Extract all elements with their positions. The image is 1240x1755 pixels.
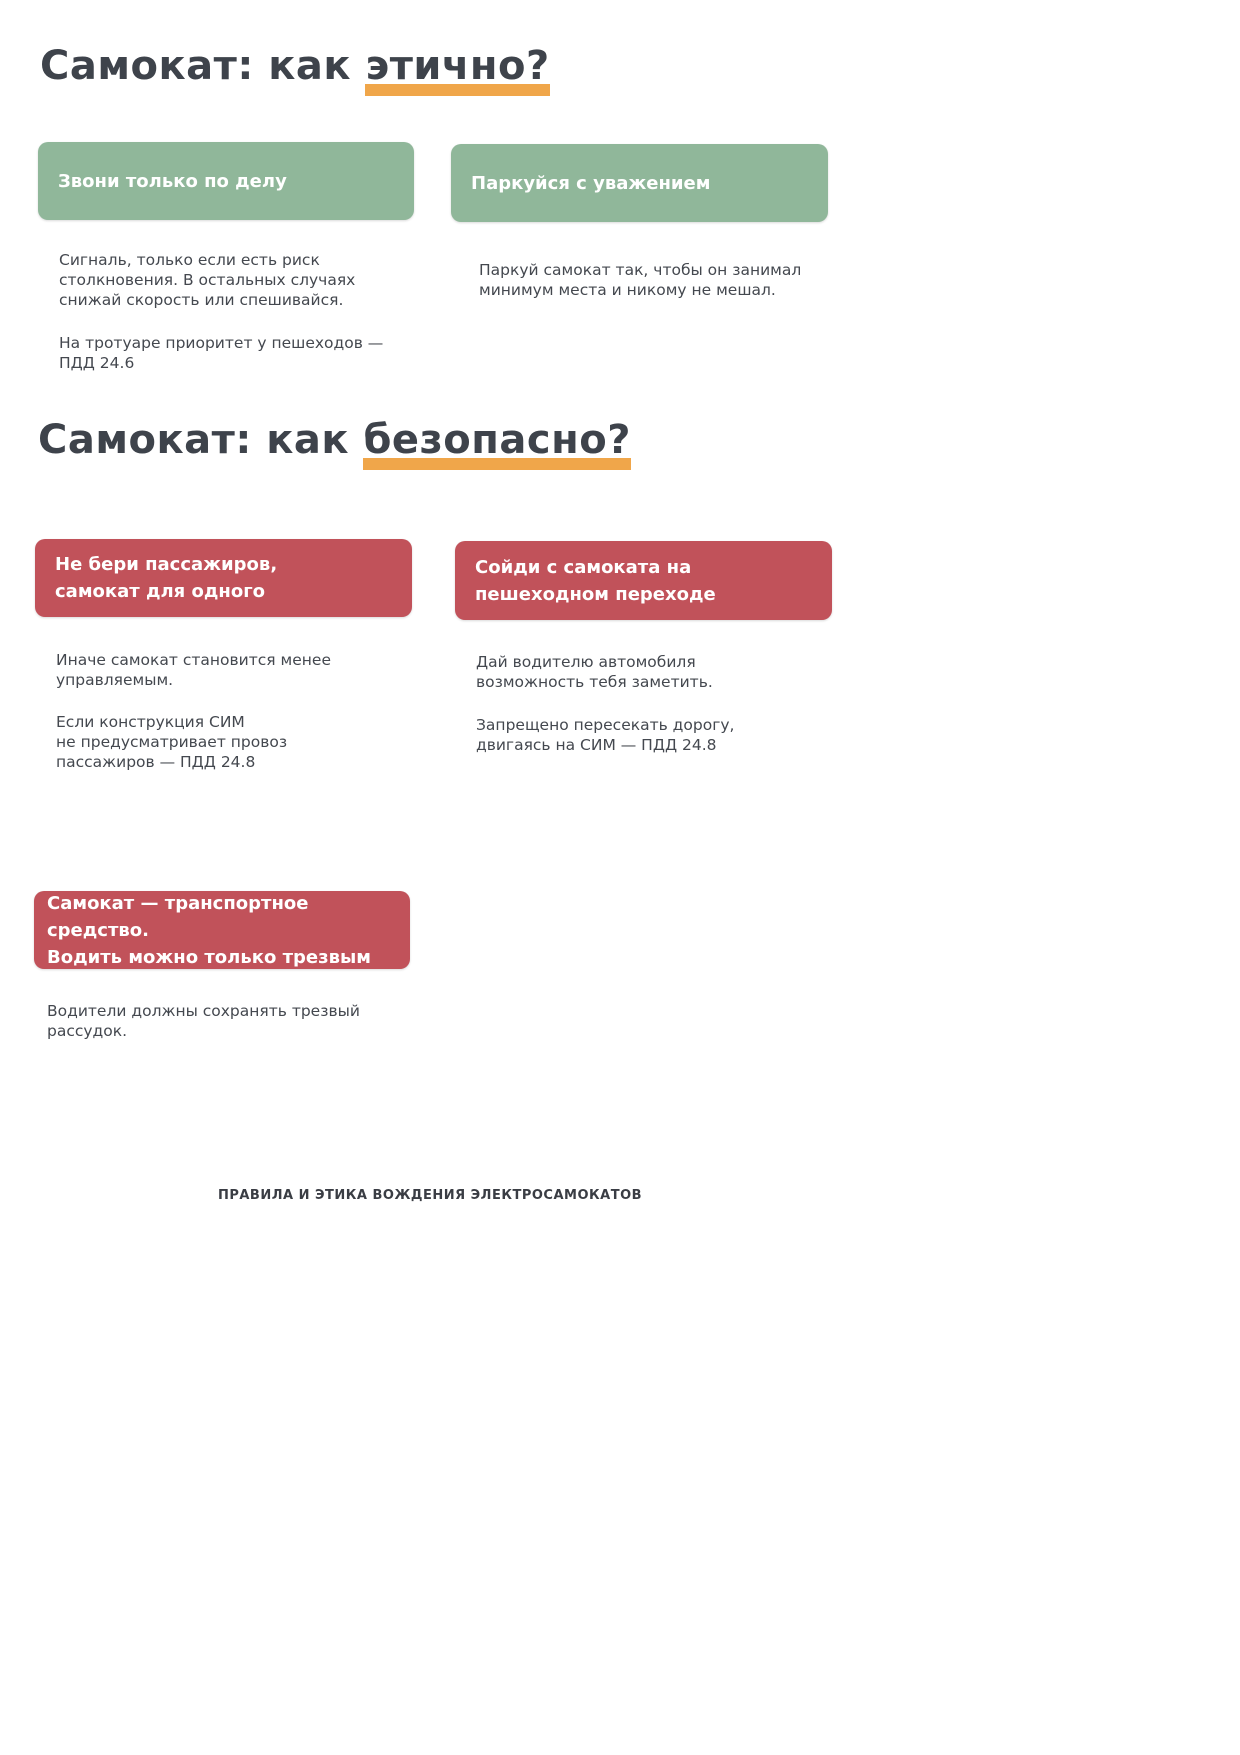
card-text-crossing-1: Дай водителю автомобиля возможность тебя заметить.	[476, 653, 713, 691]
card-text-parking-1: Паркуй самокат так, чтобы он занимал минимум места и никому не мешал.	[479, 261, 802, 299]
card-heading-sober	[34, 891, 410, 969]
card-heading-text: Не бери пассажиров, самокат для одного	[55, 554, 278, 602]
card-text-sober-1: Водители должны сохранять трезвый рассудок.	[47, 1002, 360, 1040]
card-text-signal-2: На тротуаре приоритет у пешеходов — ПДД 24.6	[59, 334, 384, 372]
card-heading-text: Паркуйся с уважением	[471, 172, 711, 194]
section-title-safety	[38, 416, 631, 464]
card-heading-passengers	[35, 539, 412, 617]
title-highlight: этично?	[365, 43, 550, 89]
section-title-prefix: Самокат: как	[40, 43, 366, 89]
card-heading-signal	[38, 142, 414, 220]
card-heading-text: Звони только по делу	[58, 170, 287, 192]
card-text-signal-1: Сигналь, только если есть риск столкновения. В остальных случаях снижай скорость или спешивайся.	[59, 251, 356, 309]
section-title-ethics	[40, 42, 550, 90]
card-text-passengers-2: Если конструкция СИМ не предусматривает провоз пассажиров — ПДД 24.8	[56, 713, 288, 771]
card-heading-text: Самокат — транспортное средство. Водить можно только трезвым	[47, 892, 371, 968]
card-heading-parking	[451, 144, 828, 222]
card-heading-crossing	[455, 541, 832, 620]
title-highlight: безопасно?	[363, 417, 631, 463]
page-footer: ПРАВИЛА И ЭТИКА ВОЖДЕНИЯ ЭЛЕКТРОСАМОКАТОВ	[217, 1188, 643, 1203]
card-heading-text: Сойди с самоката на пешеходном переходе	[475, 556, 716, 605]
card-text-passengers-1: Иначе самокат становится менее управляемым.	[56, 651, 331, 689]
card-text-crossing-2: Запрещено пересекать дорогу, двигаясь на СИМ — ПДД 24.8	[476, 716, 735, 754]
section-title-prefix: Самокат: как	[38, 417, 364, 463]
